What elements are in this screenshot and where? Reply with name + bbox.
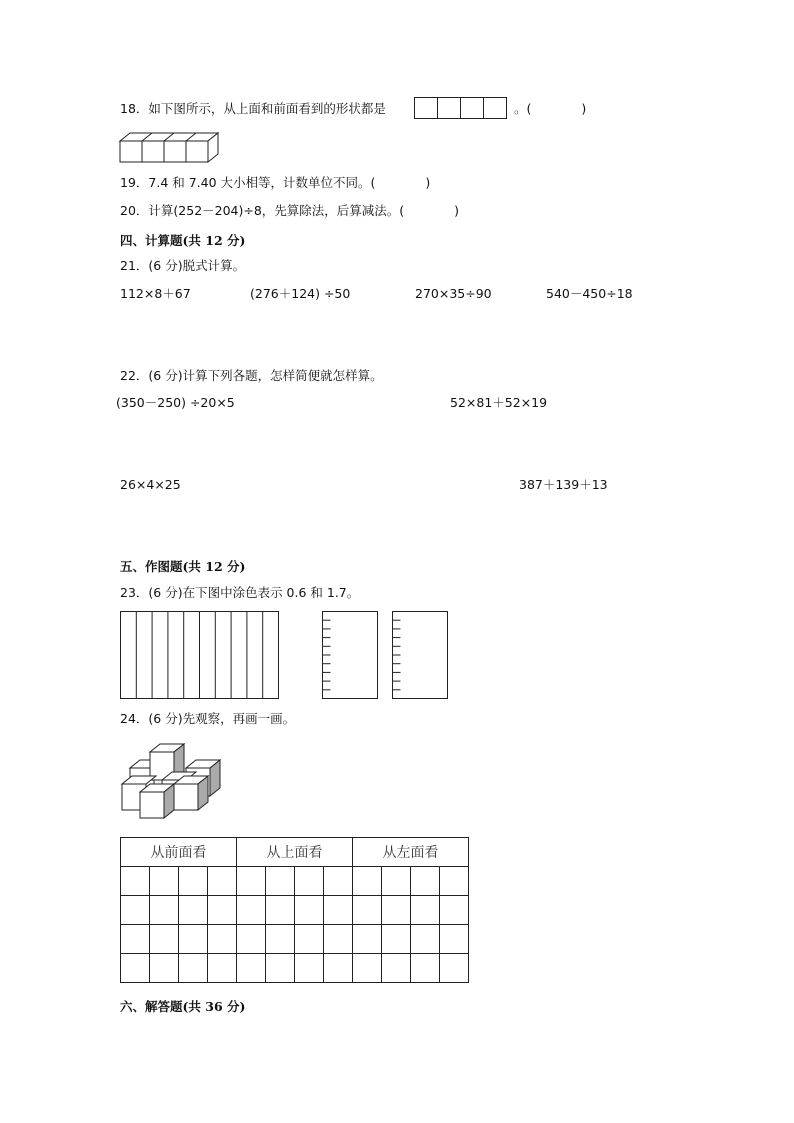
q22-expr-1: (350－250) ÷20×5 <box>116 395 235 410</box>
header-left-view: 从左面看 <box>353 838 469 867</box>
q18-cubes-figure <box>120 132 222 164</box>
header-front-view: 从前面看 <box>121 838 237 867</box>
q21-expr-3: 270×35÷90 <box>415 286 492 301</box>
q18-answer-shape <box>414 97 507 119</box>
q22-expr-2: 52×81＋52×19 <box>450 395 548 410</box>
q18-tail: 。( ) <box>514 101 587 116</box>
q22-text: 22．(6 分)计算下列各题，怎样简便就怎样算。 <box>120 368 383 383</box>
q21-expr-2: (276＋124) ÷50 <box>250 286 351 301</box>
q19-text: 19．7.4 和 7.40 大小相等，计数单位不同。( ) <box>120 175 431 190</box>
header-top-view: 从上面看 <box>237 838 353 867</box>
q23-text: 23．(6 分)在下图中涂色表示 0.6 和 1.7。 <box>120 585 360 600</box>
section-6-title: 六、解答题(共 36 分) <box>120 999 246 1014</box>
q20-text: 20．计算(252－204)÷8，先算除法，后算减法。( ) <box>120 203 460 218</box>
q24-text: 24．(6 分)先观察，再画一画。 <box>120 711 296 726</box>
q22-expr-4: 387＋139＋13 <box>519 477 608 492</box>
q23-shading-figure <box>120 611 450 701</box>
section-4-title: 四、计算题(共 12 分) <box>120 233 246 248</box>
q21-expr-4: 540－450÷18 <box>546 286 633 301</box>
q21-expr-1: 112×8＋67 <box>120 286 191 301</box>
section-5-title: 五、作图题(共 12 分) <box>120 559 246 574</box>
q22-expr-3: 26×4×25 <box>120 477 181 492</box>
q24-drawing-grid <box>120 837 469 983</box>
q18-text: 18．如下图所示，从上面和前面看到的形状都是 <box>120 101 386 116</box>
q21-text: 21．(6 分)脱式计算。 <box>120 258 246 273</box>
q24-cubes-figure <box>120 742 226 820</box>
